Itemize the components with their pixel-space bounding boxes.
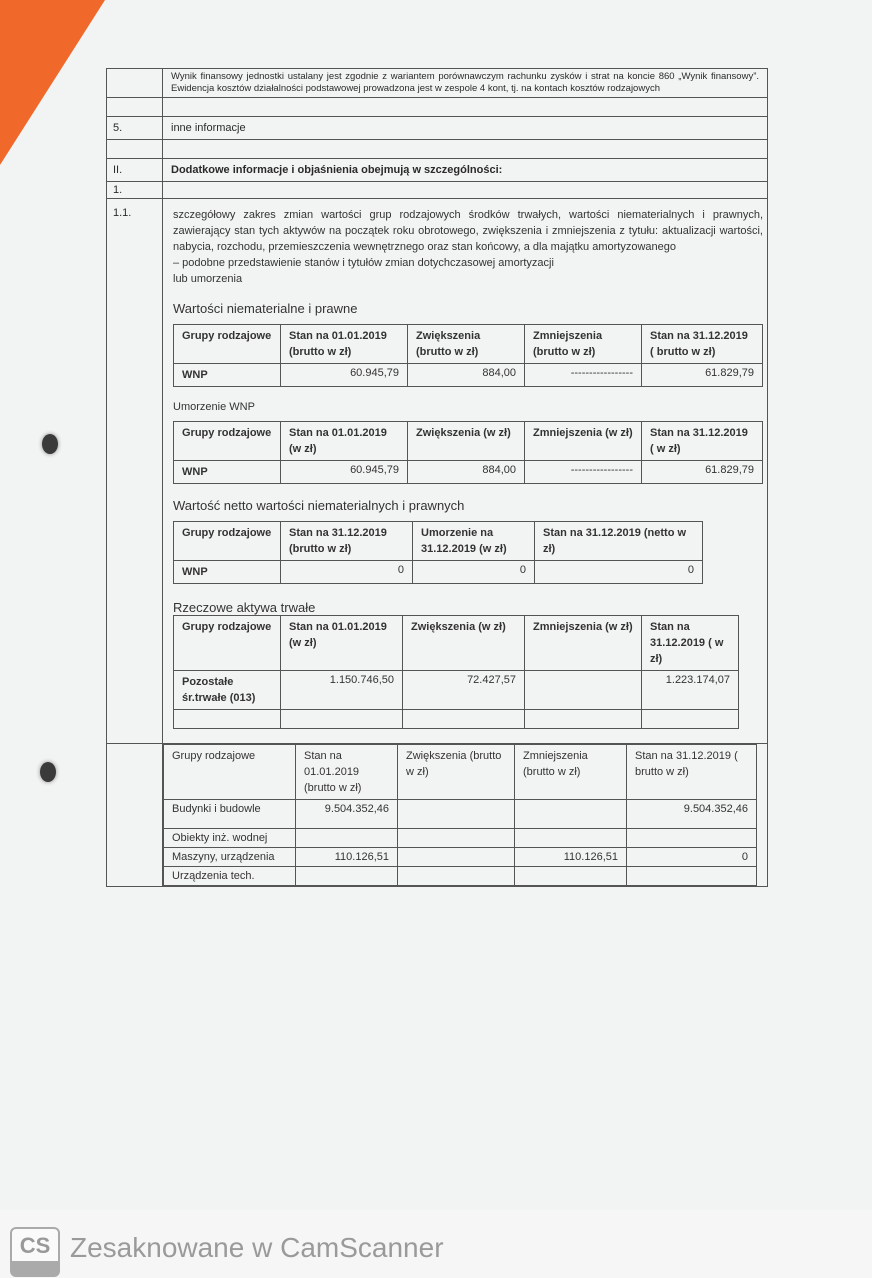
wnp-table: Grupy rodzajowe Stan na 01.01.2019 (brutto w zł) Zwiększenia (brutto w zł) Zmniejszenia (brutto w zł) Stan na 31.12.2019 ( brutto w zł) WNP 60.945,79 884,00 ----------------- 61.829,79 bbox=[173, 324, 763, 387]
netto-table: Grupy rodzajowe Stan na 31.12.2019 (brutto w zł) Umorzenie na 31.12.2019 (w zł) Stan na 31.12.2019 (netto w zł) WNP 0 0 0 bbox=[173, 521, 703, 584]
camscanner-footer bbox=[0, 1210, 872, 1278]
umorzenie-title: Umorzenie WNP bbox=[173, 401, 255, 413]
umorzenie-table: Grupy rodzajowe Stan na 01.01.2019 (w zł) Zwiększenia (w zł) Zmniejszenia (w zł) Stan na 31.12.2019 ( w zł) WNP 60.945,79 884,00 ----------------- 61.829,79 bbox=[173, 421, 763, 484]
table-row: Pozostałe śr.trwałe (013) 1.150.746,50 72.427,57 1.223.174,07 bbox=[174, 671, 739, 710]
rzeczowe-title: Rzeczowe aktywa trwałe bbox=[173, 600, 316, 615]
intro-text: Wynik finansowy jednostki ustalany jest zgodnie z wariantem porównawczym rachunku zysków i strat na koncie 860 „Wynik finansowy”. Ewidencja kosztów działalności podstawowej prowadzona jest w zespole 4 kont, tj. na kontach kosztów rodzajowych bbox=[171, 71, 759, 94]
netto-title: Wartość netto wartości niematerialnych i prawnych bbox=[173, 498, 465, 513]
table-row: WNP 0 0 0 bbox=[174, 561, 703, 584]
srodki-trwale-table: Grupy rodzajowe Stan na 01.01.2019 (brutto w zł) Zwiększenia (brutto w zł) Zmniejszenia (brutto w zł) Stan na 31.12.2019 ( brutto w zł) Budynki i budowle 9.504.352,46 9.504.352,46 Obiekty inż. wodnej Maszyny, urządzenia 110.126,51 110.126,51 0 Urządzenia tech. bbox=[163, 744, 757, 886]
intro-row bbox=[107, 69, 767, 98]
camscanner-logo-icon: CS bbox=[10, 1227, 60, 1277]
rzeczowe-table: Grupy rodzajowe Stan na 01.01.2019 (w zł) Zwiększenia (w zł) Zmniejszenia (w zł) Stan na 31.12.2019 ( w zł) Pozostałe śr.trwałe (013) 1.150.746,50 72.427,57 1.223.174,07 bbox=[173, 615, 739, 729]
table-row: Maszyny, urządzenia 110.126,51 110.126,51 0 bbox=[164, 848, 757, 867]
row-5: 5. inne informacje bbox=[107, 117, 767, 140]
orange-corner bbox=[0, 0, 105, 165]
table-row: Urządzenia tech. bbox=[164, 867, 757, 886]
description-paragraph: szczegółowy zakres zmian wartości grup rodzajowych środków trwałych, wartości niematerialnych i prawnych, zawierający stan tych aktywów na początek roku obrotowego, zwiększenia i zmniejszenia z tytułu: aktualizacji wartości, nabycia, rozchodu, przemieszczenia wewnętrznego oraz stan końcowy, a dla majątku amortyzowanego – podobne przedstawienie stanów i tytułów zmian dotychczasowej amortyzacji lub umorzenia bbox=[173, 209, 763, 285]
row-1-1: 1.1. szczegółowy zakres zmian wartości grup rodzajowych środków trwałych, wartości niematerialnych i prawnych, zawierający stan tych aktywów na początek roku obrotowego, zwiększenia i zmniejszenia z tytułu: aktualizacji wartości, nabycia, rozchodu, przemieszczenia wewnętrznego oraz stan końcowy, a dla majątku amortyzowanego – podobne przedstawienie stanów i tytułów zmian dotychczasowej amortyzacji lub umorzenia Wartości niematerialne i prawne Grupy rodzajowe Stan na 01.01.2019 (brutto w zł) Zwiększenia (brutto w zł) Zmniejszenia (brutto w zł) Stan na 31.12.2019 ( brutto w zł) WNP 60.945,79 884,00 ----------------- 61.829,79 Umorzenie WNP Grupy rodzajowe Stan na 01.01.2019 (w zł) Zwiększenia (w zł) Zmniejszenia (w zł) Stan na 31.12.2019 ( w zł) WNP 60.945,79 884,00 ----------------- 61.829,79 Wartość netto wartości niematerialnych i prawnych Grupy rodzajowe Stan na 31.12.2019 (brutto w zł) Umorzenie na 31.12.2019 (w zł) Stan na 31.12.2019 (netto w zł) WNP 0 0 0 Rzeczowe aktywa trwałe Grupy rodzajowe Stan na 01.01.2019 (w zł) Zwiększenia (w zł) Zmniejszenia (w zł) Stan na 31.12.2019 ( w zł) Pozostałe śr.trwałe (013) 1.150.746,50 72.427,57 1.223.174,07 bbox=[107, 199, 767, 744]
row-1: 1. bbox=[107, 182, 767, 199]
table-row: Obiekty inż. wodnej bbox=[164, 829, 757, 848]
camscanner-watermark: Zesaknowane w CamScanner bbox=[70, 1232, 444, 1263]
table-row: WNP 60.945,79 884,00 ----------------- 61.829,79 bbox=[174, 461, 763, 484]
punch-hole bbox=[42, 434, 58, 454]
wnp-title: Wartości niematerialne i prawne bbox=[173, 301, 358, 316]
document-frame bbox=[106, 68, 768, 887]
table-row: WNP 60.945,79 884,00 ----------------- 61.829,79 bbox=[174, 364, 763, 387]
row-srodki bbox=[107, 744, 767, 887]
table-row bbox=[174, 710, 739, 729]
punch-hole bbox=[40, 762, 56, 782]
table-row: Budynki i budowle 9.504.352,46 9.504.352,46 bbox=[164, 800, 757, 829]
row-II: II. Dodatkowe informacje i objaśnienia obejmują w szczególności: bbox=[107, 159, 767, 182]
